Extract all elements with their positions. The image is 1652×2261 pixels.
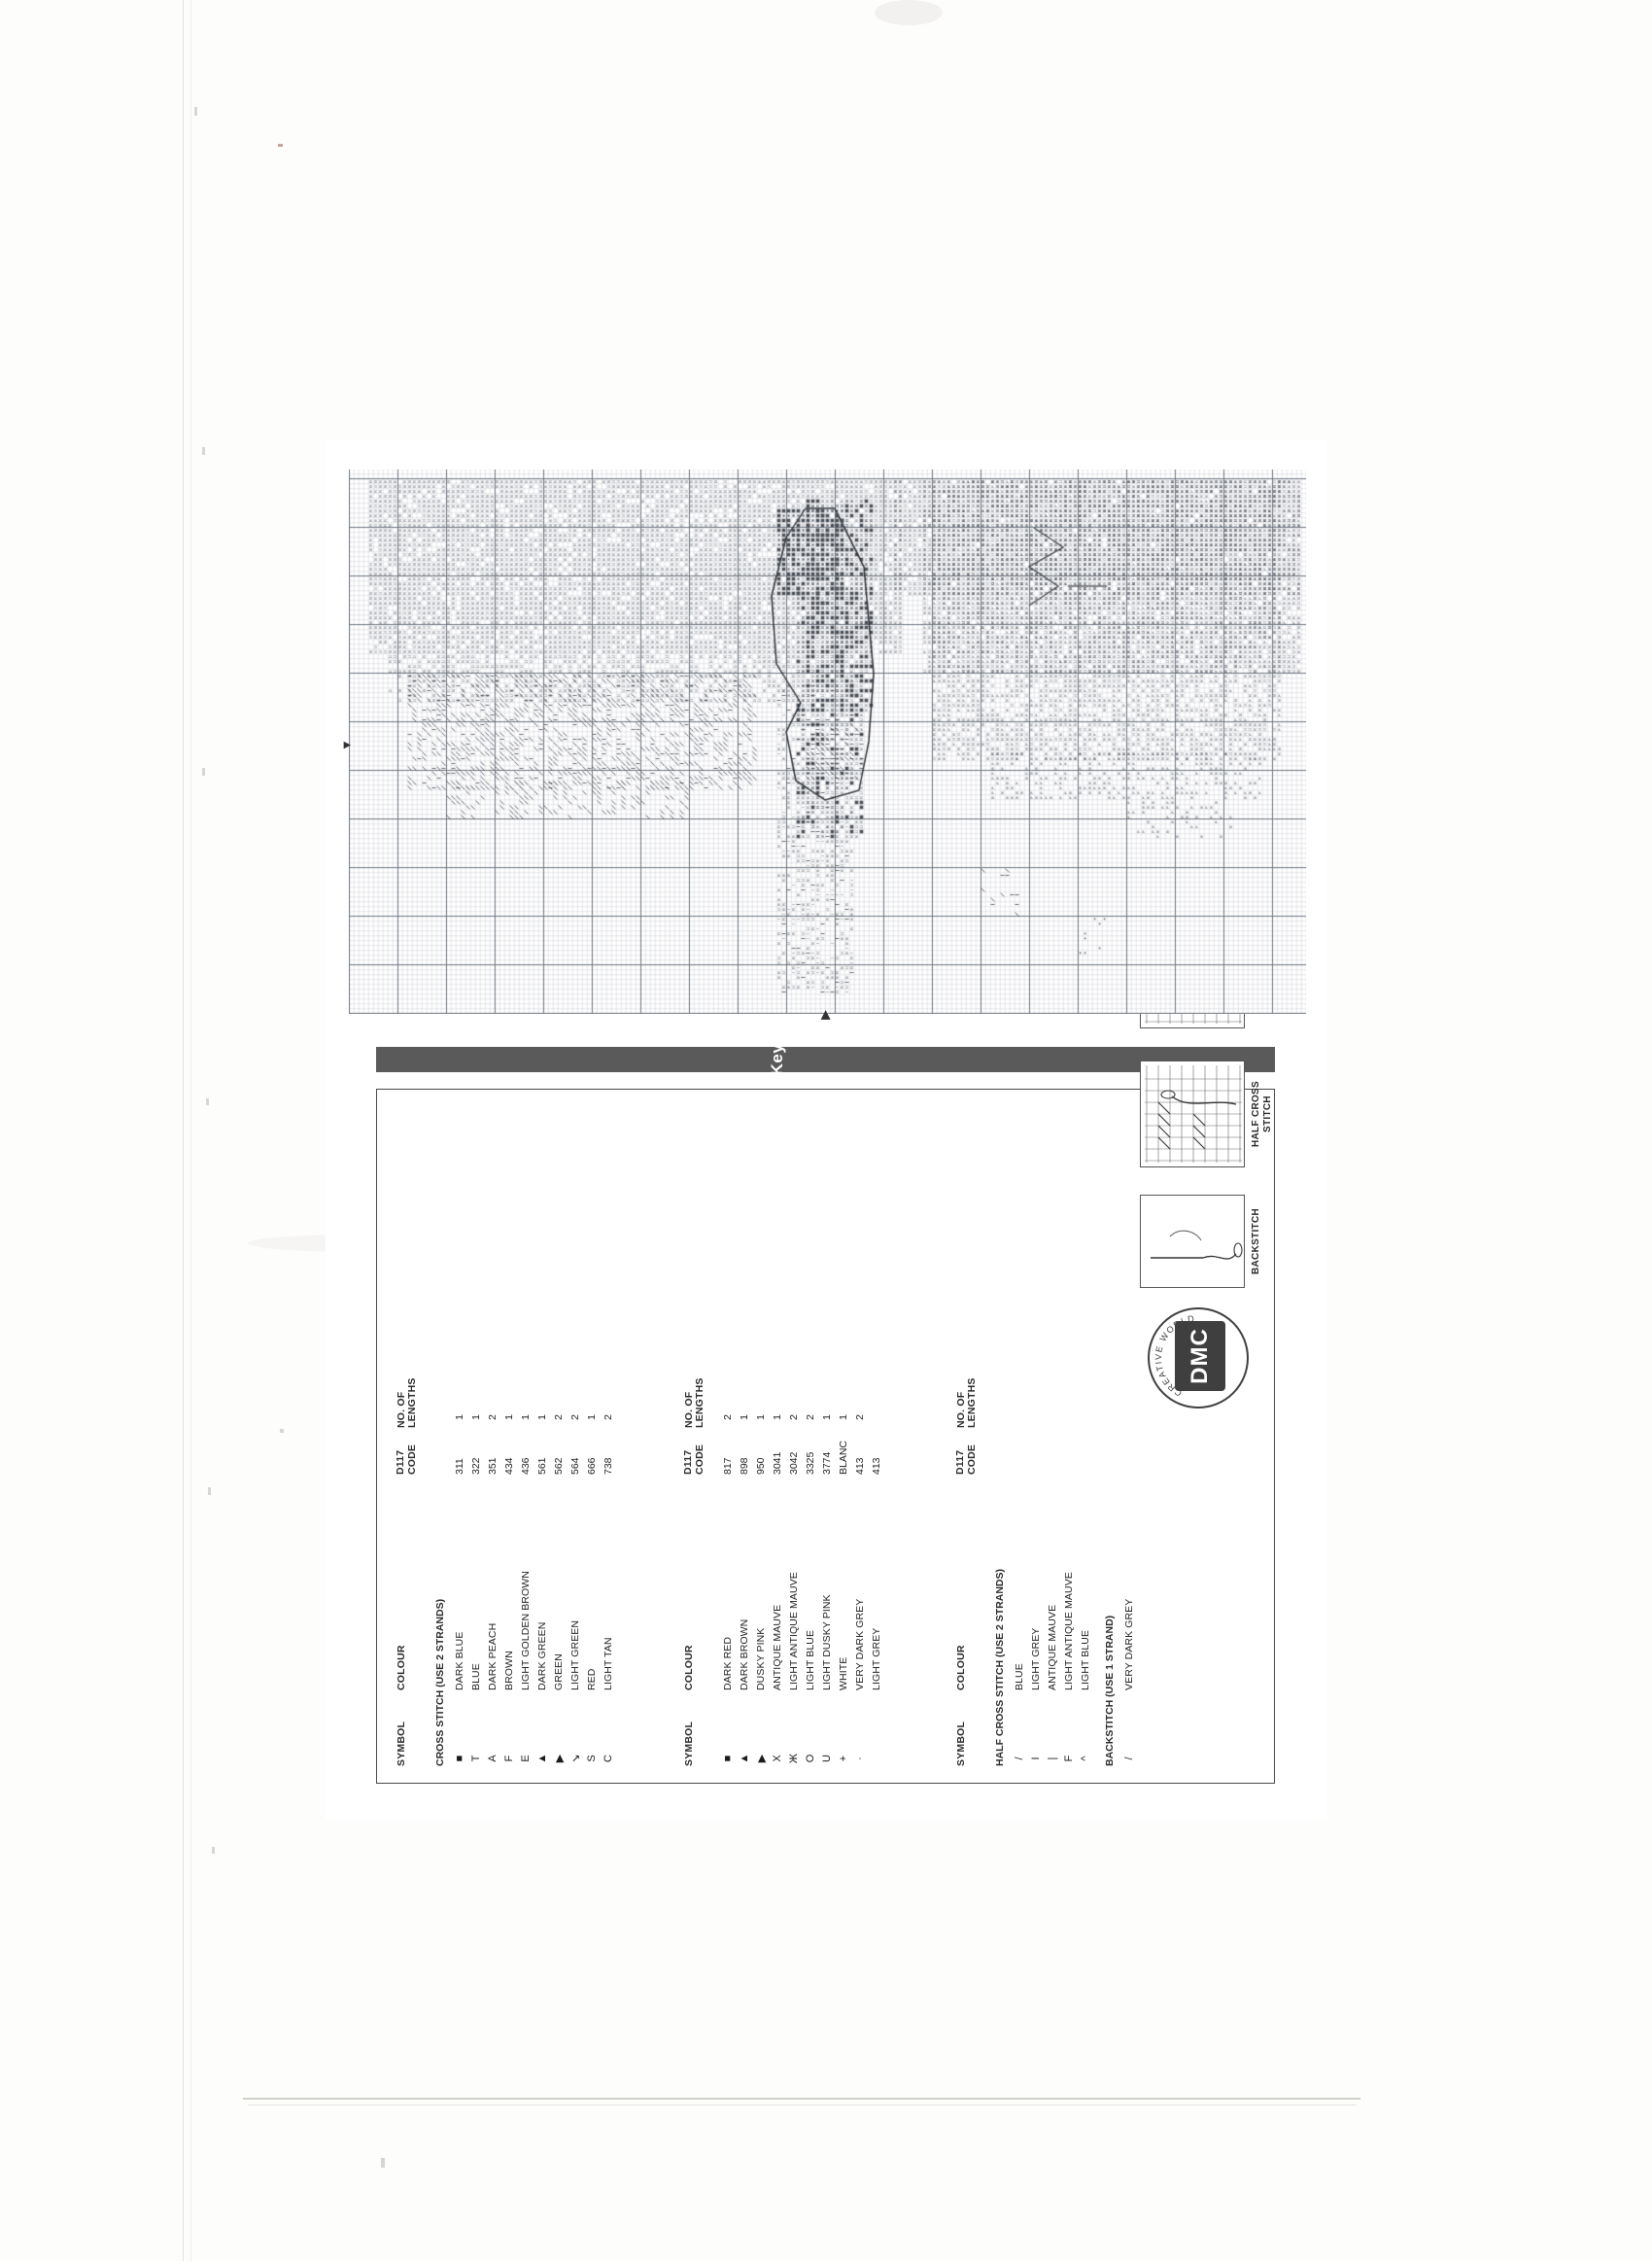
- key-row-symbol: ■: [722, 1755, 734, 1762]
- key-row-code: 817: [722, 1457, 734, 1475]
- key-row-colour: DARK GREEN: [536, 1621, 548, 1690]
- key-header-code: D117: [395, 1449, 406, 1475]
- key-row-code: 738: [602, 1457, 614, 1475]
- key-header-colour: COLOUR: [683, 1645, 695, 1690]
- key-title: Key: [768, 1043, 786, 1076]
- key-row-code: 413: [871, 1457, 882, 1475]
- key-row-code: 434: [503, 1457, 515, 1475]
- key-header-colour: COLOUR: [955, 1645, 967, 1690]
- key-row-colour: LIGHT BLUE: [1080, 1629, 1091, 1690]
- key-row-symbol: I: [1030, 1757, 1042, 1760]
- scan-speck: [202, 447, 205, 455]
- key-row-code: 311: [454, 1458, 465, 1475]
- key-row-symbol: /: [1123, 1757, 1135, 1760]
- key-row-symbol: F: [503, 1755, 515, 1762]
- key-row-colour: DARK RED: [722, 1636, 734, 1690]
- key-header-lengths-2: LENGTHS: [966, 1377, 978, 1428]
- key-header-code-2: CODE: [966, 1444, 978, 1475]
- backstitch-illustration: [1141, 1196, 1244, 1287]
- key-row-code: 351: [487, 1457, 499, 1475]
- key-row-symbol: ▶: [554, 1754, 566, 1763]
- key-row-lengths: 1: [755, 1414, 767, 1420]
- key-row-lengths: 2: [854, 1414, 866, 1420]
- key-row-symbol: ▲: [536, 1753, 548, 1764]
- key-row-symbol: X: [772, 1755, 783, 1762]
- key-header-code-2: CODE: [406, 1444, 418, 1475]
- key-row-lengths: 1: [838, 1414, 849, 1420]
- half-cross-stitch-illustration: [1141, 1061, 1244, 1166]
- key-row-symbol: ·: [854, 1757, 866, 1760]
- key-row-lengths: 2: [602, 1414, 614, 1420]
- key-row-symbol: /: [1014, 1757, 1025, 1760]
- center-arrow-marker-vertical: ▶: [817, 1010, 832, 1020]
- key-row-symbol: Ж: [788, 1753, 800, 1764]
- key-header-symbol: SYMBOL: [683, 1721, 695, 1766]
- key-row-lengths: 1: [739, 1414, 750, 1420]
- key-row-lengths: 1: [470, 1414, 482, 1420]
- key-section-heading: BACKSTITCH (USE 1 STRAND): [1104, 1615, 1116, 1766]
- key-row-colour: WHITE: [838, 1656, 849, 1690]
- key-row-symbol: C: [602, 1755, 614, 1762]
- key-row-colour: LIGHT GREY: [871, 1627, 882, 1690]
- key-row-symbol: ↘: [570, 1754, 582, 1763]
- key-header-code: D117: [682, 1449, 694, 1475]
- key-header-code: D117: [954, 1449, 966, 1475]
- key-row-colour: VERY DARK GREY: [1123, 1598, 1135, 1690]
- key-row-colour: BLUE: [1014, 1663, 1025, 1690]
- scan-bottom-edge: [243, 2098, 1360, 2100]
- key-row-colour: BROWN: [503, 1651, 515, 1690]
- key-row-symbol: ▶: [756, 1754, 768, 1763]
- key-section-heading: HALF CROSS STITCH (USE 2 STRANDS): [994, 1568, 1006, 1766]
- key-row-code: 3774: [821, 1451, 833, 1475]
- key-row-colour: DARK BLUE: [454, 1631, 465, 1690]
- key-row-colour: LIGHT BLUE: [805, 1629, 816, 1690]
- key-row-colour: LIGHT GOLDEN BROWN: [520, 1571, 532, 1690]
- key-row-colour: GREEN: [553, 1653, 565, 1690]
- key-row-lengths: 2: [805, 1414, 816, 1420]
- key-header-colour: COLOUR: [396, 1645, 407, 1690]
- key-row-colour: LIGHT GREEN: [569, 1619, 581, 1690]
- key-header-code-2: CODE: [694, 1444, 706, 1475]
- key-row-colour: BLUE: [470, 1663, 482, 1690]
- key-row-code: 564: [569, 1457, 581, 1475]
- key-row-lengths: 2: [788, 1414, 800, 1420]
- key-row-symbol: E: [520, 1755, 532, 1762]
- key-row-colour: VERY DARK GREY: [854, 1598, 866, 1690]
- key-row-colour: ANTIQUE MAUVE: [1047, 1604, 1058, 1690]
- key-section-heading: CROSS STITCH (USE 2 STRANDS): [434, 1598, 446, 1766]
- key-row-lengths: 1: [454, 1414, 465, 1420]
- diagram-half-cross-stitch-box: [1140, 1061, 1245, 1167]
- key-row-lengths: 1: [536, 1414, 548, 1420]
- key-row-colour: DUSKY PINK: [755, 1627, 767, 1690]
- scan-speck: [278, 144, 283, 147]
- key-row-symbol: T: [470, 1755, 482, 1762]
- key-row-lengths: 1: [772, 1414, 783, 1420]
- key-row-colour: DARK BROWN: [739, 1618, 750, 1690]
- scan-speck: [202, 768, 205, 776]
- key-row-lengths: 1: [520, 1414, 532, 1420]
- key-header-lengths: NO. OF: [683, 1391, 695, 1428]
- key-row-lengths: 2: [722, 1414, 734, 1420]
- key-row-code: BLANC: [838, 1440, 849, 1475]
- key-header-lengths-2: LENGTHS: [694, 1377, 706, 1428]
- key-row-code: 3042: [788, 1451, 800, 1475]
- key-row-symbol: ▲: [739, 1753, 750, 1764]
- key-row-symbol: +: [838, 1755, 849, 1762]
- key-row-lengths: 1: [503, 1414, 515, 1420]
- key-row-symbol: A: [487, 1755, 499, 1762]
- cross-stitch-grid: [349, 470, 1306, 1014]
- key-row-colour: LIGHT TAN: [602, 1637, 614, 1690]
- key-row-symbol: U: [821, 1755, 833, 1762]
- scan-bottom-edge-secondary: [248, 2104, 1356, 2105]
- key-header-lengths: NO. OF: [396, 1391, 407, 1428]
- key-row-code: 666: [586, 1457, 598, 1475]
- key-row-colour: LIGHT DUSKY PINK: [821, 1594, 833, 1690]
- dmc-logo: [1148, 1307, 1249, 1409]
- scan-speck: [280, 1429, 284, 1433]
- key-row-colour: RED: [586, 1668, 598, 1690]
- key-header-symbol: SYMBOL: [955, 1721, 967, 1766]
- key-row-lengths: 2: [569, 1414, 581, 1420]
- diagram-caption-half-cross-stitch: HALF CROSS STITCH: [1251, 1081, 1273, 1147]
- key-row-lengths: 1: [586, 1414, 598, 1420]
- key-row-symbol: ^: [1080, 1756, 1091, 1761]
- key-row-symbol: ■: [454, 1755, 465, 1762]
- key-row-code: 3325: [805, 1451, 816, 1475]
- key-row-colour: LIGHT ANTIQUE MAUVE: [1063, 1572, 1075, 1690]
- svg-text:CREATIVE WORLD: CREATIVE WORLD: [1153, 1312, 1196, 1399]
- key-row-colour: DARK PEACH: [487, 1622, 499, 1690]
- scan-speck: [212, 1847, 215, 1854]
- key-row-code: 561: [536, 1457, 548, 1475]
- key-row-lengths: 2: [553, 1414, 565, 1420]
- key-row-symbol: S: [586, 1755, 598, 1762]
- key-row-symbol: |: [1047, 1757, 1058, 1760]
- diagram-caption-backstitch: BACKSTITCH: [1251, 1208, 1261, 1274]
- key-header-lengths: NO. OF: [955, 1391, 967, 1428]
- key-row-lengths: 1: [821, 1414, 833, 1420]
- scan-speck: [206, 1098, 209, 1105]
- dmc-arc-text: [1150, 1309, 1247, 1407]
- diagram-backstitch-box: [1140, 1195, 1245, 1288]
- scan-smudge: [875, 0, 943, 25]
- scan-speck: [381, 2158, 385, 2168]
- key-header-lengths-2: LENGTHS: [406, 1377, 418, 1428]
- key-row-symbol: O: [805, 1754, 816, 1763]
- key-row-colour: LIGHT GREY: [1030, 1627, 1042, 1690]
- key-row-code: 3041: [772, 1451, 783, 1475]
- center-arrow-marker-horizontal: ▼: [339, 739, 354, 751]
- key-row-colour: ANTIQUE MAUVE: [772, 1604, 783, 1690]
- key-row-symbol: F: [1063, 1755, 1075, 1762]
- scan-speck: [208, 1487, 211, 1495]
- dmc-wordmark: DMC: [1187, 1328, 1213, 1384]
- key-row-code: 898: [739, 1457, 750, 1475]
- key-row-code: 322: [470, 1457, 482, 1475]
- key-row-code: 562: [553, 1457, 565, 1475]
- chart-sheet: [326, 440, 1326, 1821]
- key-row-code: 950: [755, 1457, 767, 1475]
- key-row-code: 436: [520, 1457, 532, 1475]
- scan-edge: [183, 0, 184, 2261]
- key-row-code: 413: [854, 1457, 866, 1475]
- scan-edge-secondary: [190, 0, 191, 2261]
- key-row-lengths: 2: [487, 1414, 499, 1420]
- scan-speck: [194, 107, 197, 116]
- key-row-colour: LIGHT ANTIQUE MAUVE: [788, 1572, 800, 1690]
- key-header-symbol: SYMBOL: [396, 1721, 407, 1766]
